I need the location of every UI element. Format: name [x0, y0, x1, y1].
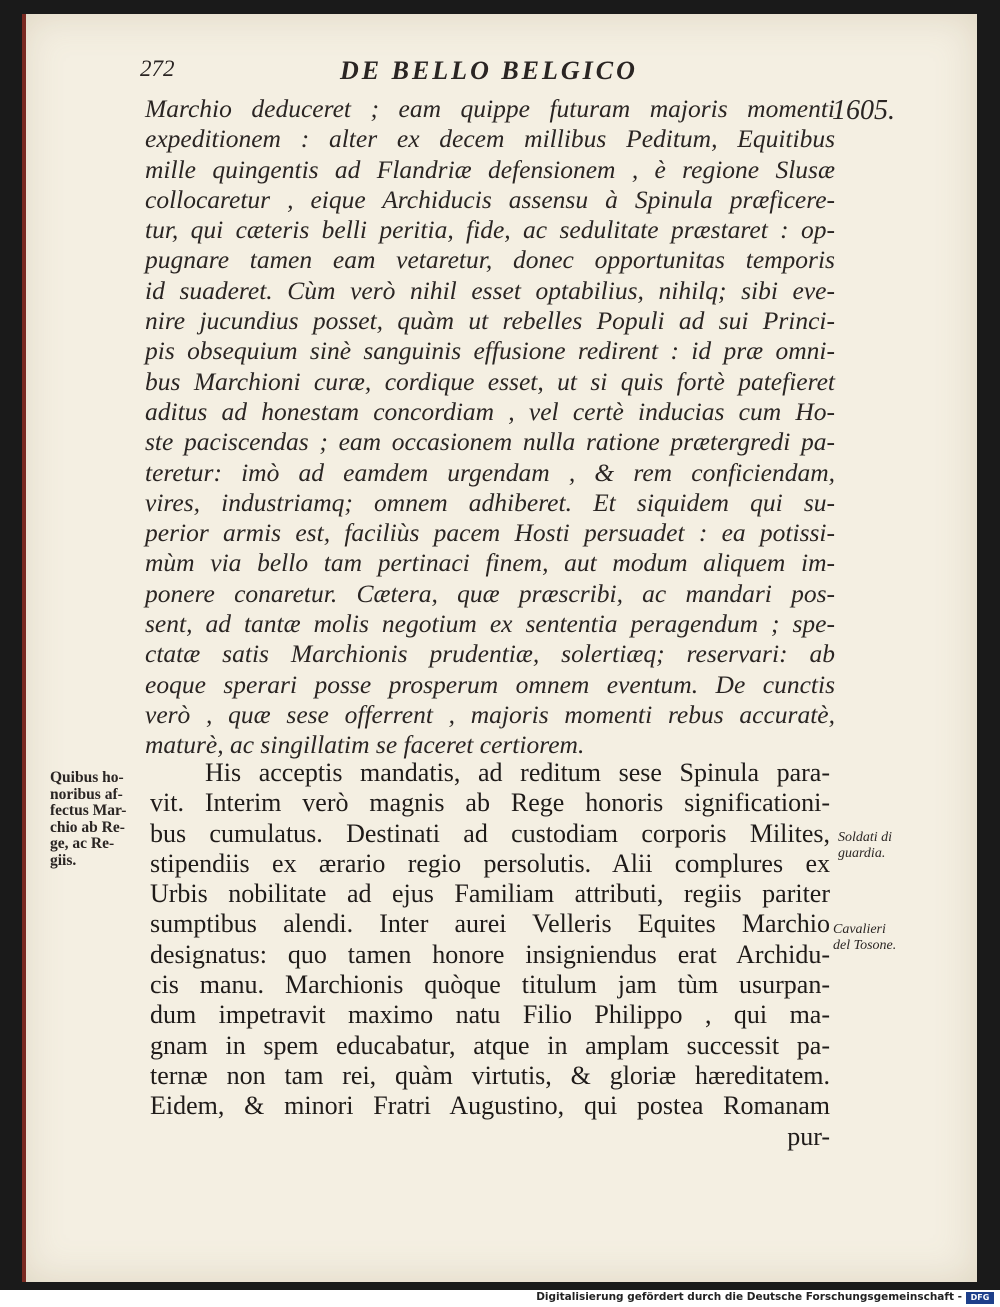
text-line: sent, ad tantæ molis negotium ex sententia peragendum ; spe-	[145, 609, 835, 639]
text-line: Marchio deduceret ; eam quippe futuram majoris momenti	[145, 94, 835, 123]
footer-credit: Digitalisierung gefördert durch die Deutsche Forschungsgemeinschaft -	[536, 1291, 962, 1303]
text-line: His acceptis mandatis, ad reditum sese Spinula para-	[205, 758, 830, 787]
text-line: pis obsequium sinè sanguinis effusione redirent : id præ omni-	[145, 336, 835, 366]
margin-note-line: giis.	[50, 851, 77, 869]
margin-note-line: noribus af-	[50, 785, 123, 803]
text-line: teretur: imò ad eamdem urgendam , & rem conficiendam,	[145, 457, 835, 487]
text-line: ponere conaretur. Cætera, quæ præscribi, ac mandari pos-	[145, 578, 835, 608]
text-line: stipendiis ex ærario regio persolutis. Alii complures ex	[150, 848, 830, 878]
text-line: maturè, ac singillatim se faceret certiorem.	[145, 730, 585, 760]
text-line: perior armis est, faciliùs pacem Hosti persuadet : ea potissi-	[145, 518, 835, 548]
text-line: ctatæ satis Marchionis prudentiæ, solertiæq; reservari: ab	[145, 639, 835, 669]
text-line: expeditionem : alter ex decem millibus Peditum, Equitibus	[145, 124, 835, 154]
margin-note-line: Cavalieri	[833, 922, 886, 937]
text-line: nire jucundius posset, quàm ut rebelles Populi ad sui Princi-	[145, 306, 835, 336]
page-binding-edge	[22, 14, 26, 1282]
text-line: verò , quæ sese offerrent , majoris momenti rebus accuratè,	[145, 699, 835, 729]
text-line: designatus: quo tamen honore insigniendus erat Archidu-	[150, 939, 830, 969]
margin-note-line: chio ab Re-	[50, 818, 125, 836]
text-line: collocaretur , eique Archiducis assensu à Spinula præficere-	[145, 184, 835, 214]
right-margin-note-soldati	[838, 830, 892, 862]
margin-note-line: ge, ac Re-	[50, 835, 115, 852]
text-line: bus Marchioni curæ, cordique esset, ut si quis fortè patefieret	[145, 366, 835, 396]
text-line: mùm via bello tam pertinaci finem, aut modum aliquem im-	[145, 548, 835, 578]
text-line: vit. Interim verò magnis ab Rege honoris significationi-	[150, 788, 830, 818]
margin-note-line: guardia.	[838, 846, 886, 861]
footer-bar	[0, 1290, 1000, 1307]
text-line: Urbis nobilitate ad ejus Familiam attributi, regiis pariter	[150, 879, 830, 909]
margin-note-line: Quibus ho-	[50, 769, 124, 786]
text-line: id suaderet. Cùm verò nihil esset optabilius, nihilq; sibi eve-	[145, 275, 835, 305]
text-line: gnam in spem educabatur, atque in amplam successit pa-	[150, 1030, 830, 1060]
page-number: 272	[140, 56, 175, 81]
text-line: eoque sperari posse prosperum omnem eventum. De cunctis	[145, 669, 835, 699]
text-line: ste paciscendas ; eam occasionem nulla ratione prætergredi pa-	[145, 427, 835, 457]
text-line: Eidem, & minori Fratri Augustino, qui postea Romanam	[150, 1091, 830, 1121]
margin-year: 1605.	[832, 95, 895, 126]
text-line: ternæ non tam rei, quàm virtutis, & gloriæ hæreditatem.	[150, 1060, 830, 1090]
text-line: dum impetravit maximo natu Filio Philippo , qui ma-	[150, 1000, 830, 1030]
page-header	[140, 56, 840, 86]
text-line: vires, industriamq; omnem adhiberet. Et siquidem qui su-	[145, 487, 835, 517]
catchword: pur-	[787, 1121, 830, 1151]
italic-paragraph	[145, 94, 835, 761]
text-line: bus cumulatus. Destinati ad custodiam corporis Milites,	[150, 818, 830, 848]
right-margin-note-cavalieri	[833, 922, 896, 954]
text-line: aditus ad honestam concordiam , vel certè inducias cum Ho-	[145, 396, 835, 426]
margin-note-line: fectus Mar-	[50, 802, 127, 819]
text-line: tur, qui cæteris belli peritia, fide, ac sedulitate præstaret : op-	[145, 215, 835, 245]
text-line: cis manu. Marchionis quòque titulum jam tùm usurpan-	[150, 970, 830, 1000]
roman-paragraph	[150, 758, 830, 1152]
text-line: sumptibus alendi. Inter aurei Velleris Equites Marchio	[150, 909, 830, 939]
margin-note-line: Soldati di	[838, 830, 893, 845]
running-head: DE BELLO BELGICO	[340, 56, 638, 85]
text-line: mille quingentis ad Flandriæ defensionem , è regione Slusæ	[145, 154, 835, 184]
dfg-logo: DFG	[966, 1292, 994, 1304]
left-margin-note	[50, 770, 145, 869]
text-line: pugnare tamen eam vetaretur, donec opportunitas temporis	[145, 245, 835, 275]
margin-note-line: del Tosone.	[833, 938, 897, 953]
